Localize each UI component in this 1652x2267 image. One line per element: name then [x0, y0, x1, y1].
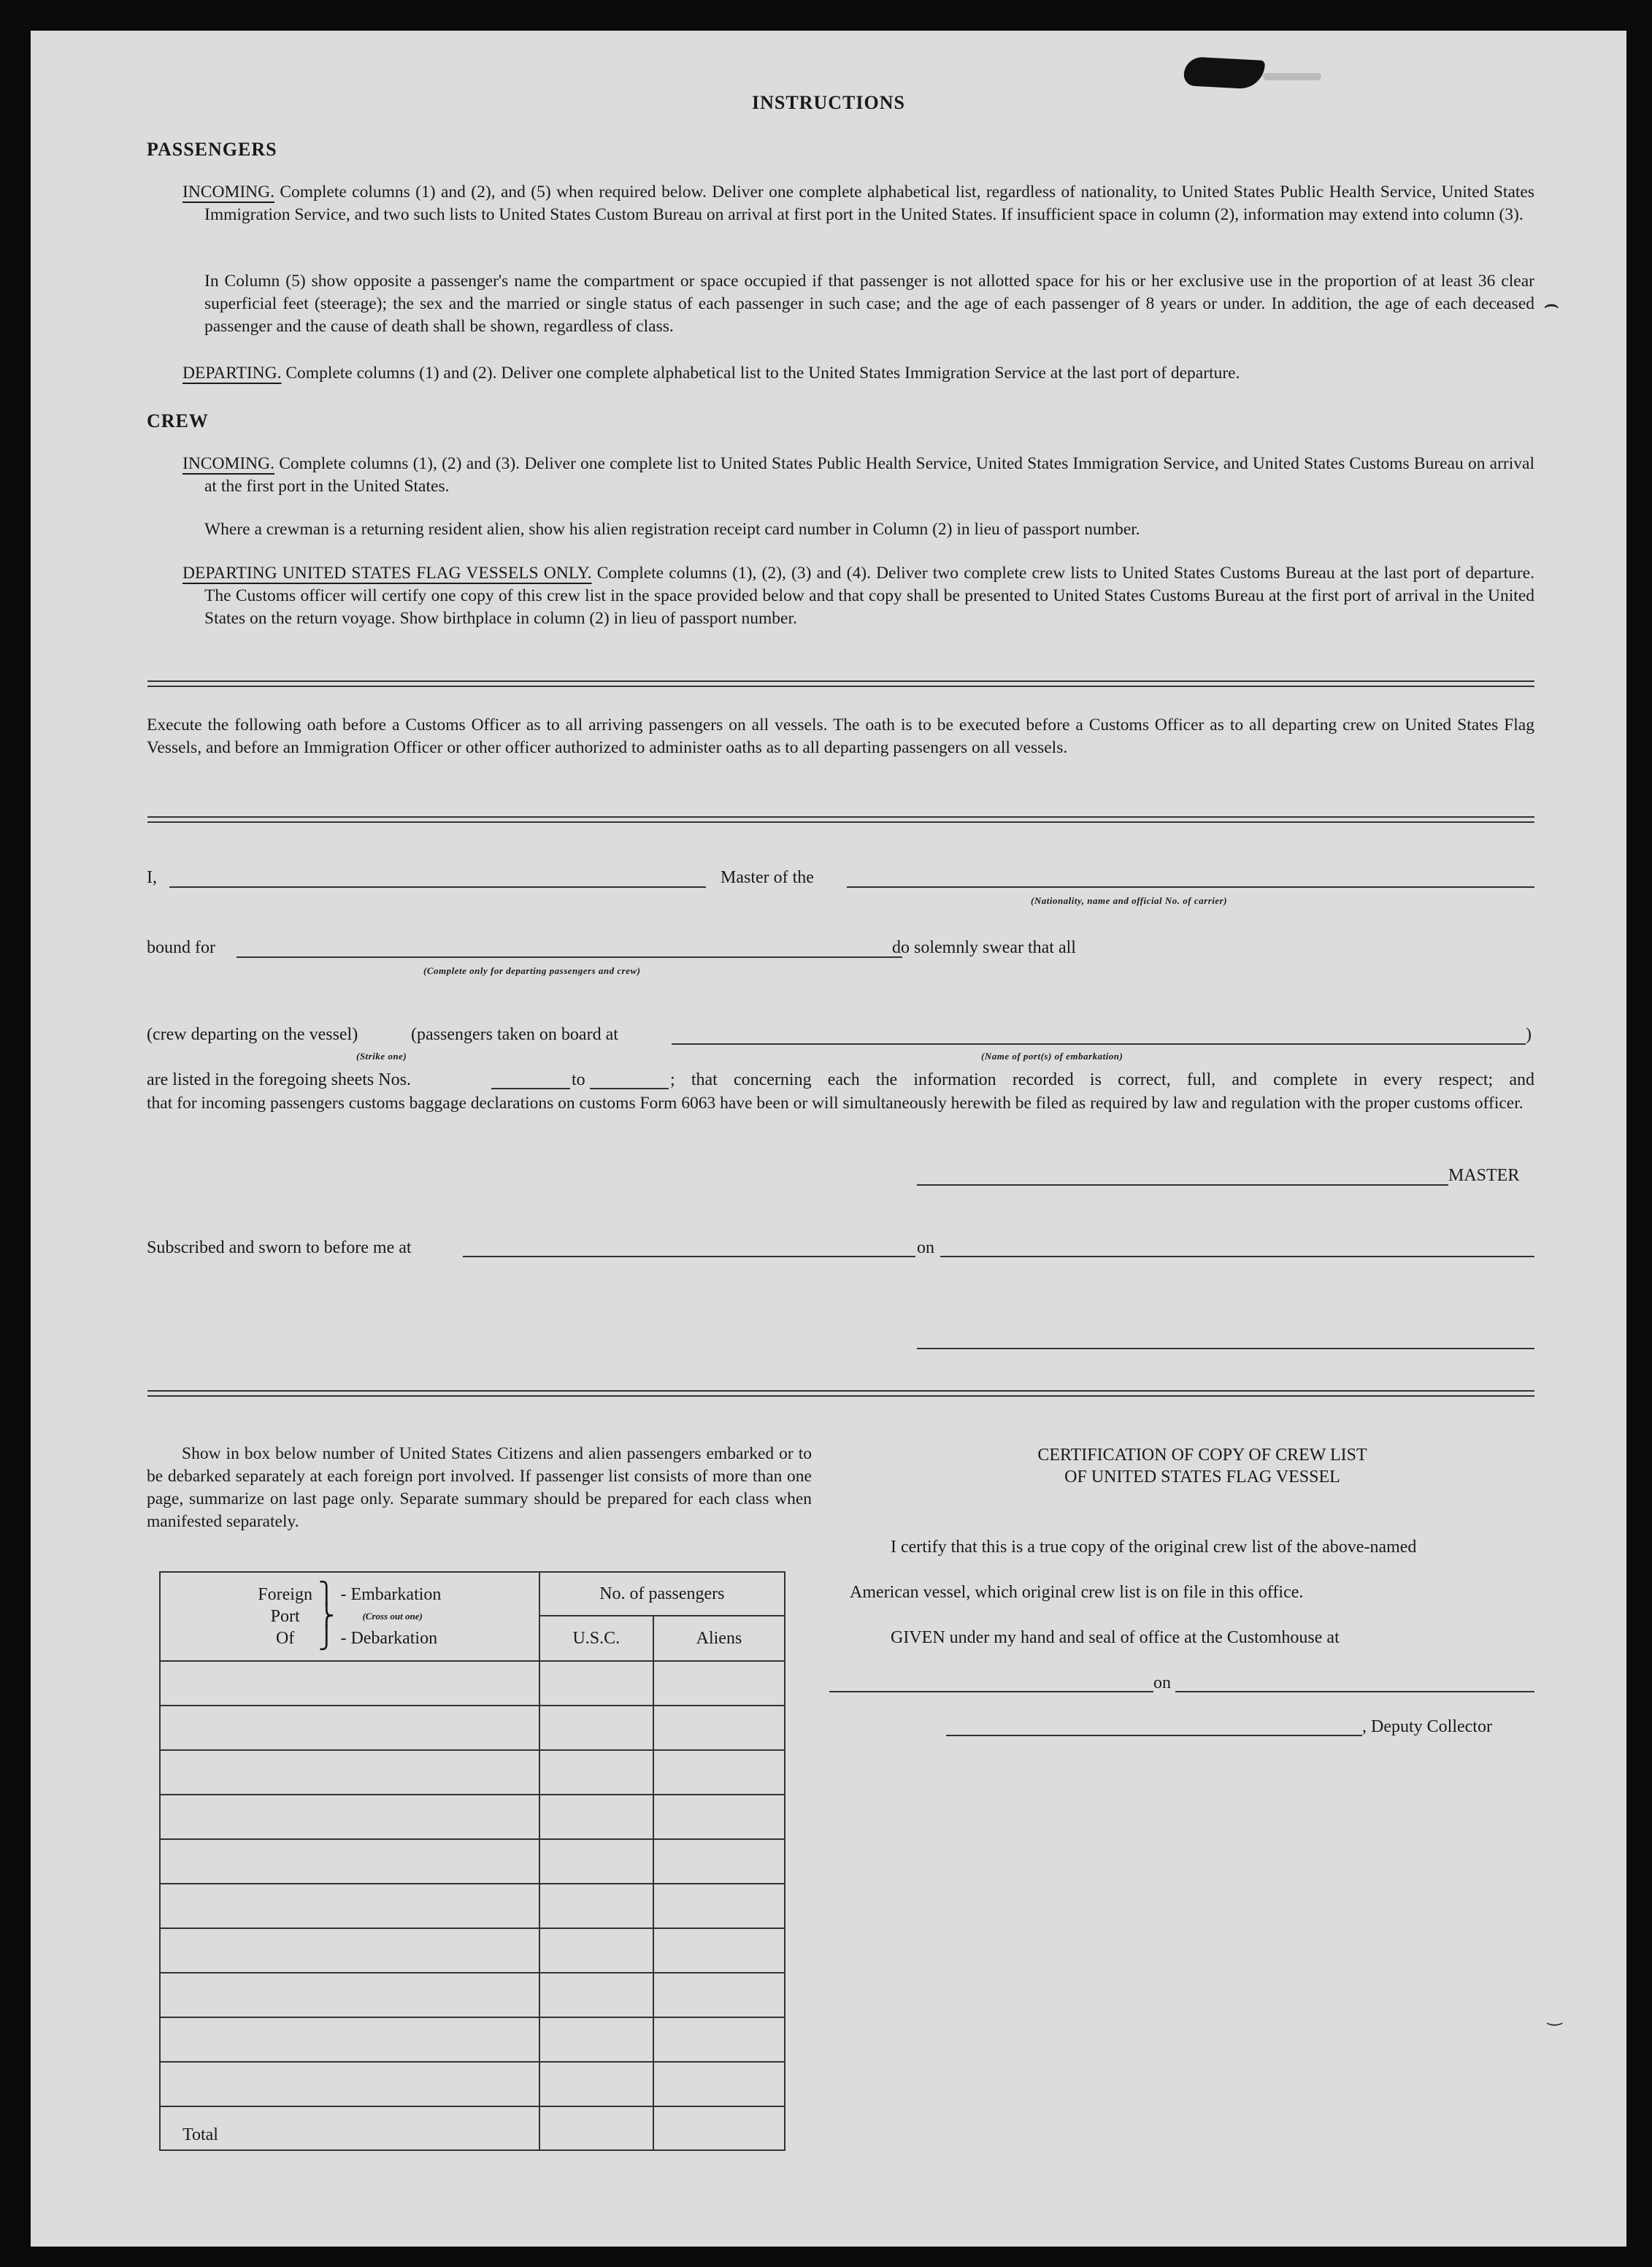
double-rule — [147, 1390, 1534, 1397]
margin-mark: ⌢ — [1543, 290, 1560, 319]
passengers-incoming-text: Complete columns (1) and (2), and (5) when required below. Deliver one complete alphabetical list, regardless of nationality, to United States Public Health Service, United States Immigration Service, and two such lists to United States Custom Bureau on arrival at first port in the United States. If insufficient space in column (2), information may extend into column (3). — [204, 183, 1534, 224]
aliens-cell[interactable] — [653, 1706, 785, 1750]
usc-cell[interactable] — [539, 1973, 653, 2017]
swear-text: do solemnly swear that all — [892, 938, 1076, 957]
passenger-summary-table — [159, 1571, 785, 2151]
table-row — [160, 1839, 785, 1884]
usc-header: U.S.C. — [539, 1616, 653, 1661]
aliens-header: Aliens — [653, 1616, 785, 1661]
crew-incoming-paragraph — [183, 453, 1534, 498]
crew-incoming-text: Complete columns (1), (2) and (3). Deliver one complete list to United States Public Health Service, United States Immigration Service, and United States Customs Bureau on arrival at the first port in the United States. — [204, 454, 1534, 496]
port-header — [160, 1572, 539, 1661]
certification-on-label: on — [1153, 1673, 1171, 1692]
certification-title-1: CERTIFICATION OF COPY OF CREW LIST — [1037, 1446, 1367, 1465]
crew-resident-paragraph: Where a crewman is a returning resident alien, show his alien registration receipt card number in Column (2) in lieu of passport number. — [204, 520, 1140, 539]
total-row — [160, 2106, 785, 2150]
port-cell[interactable] — [160, 1706, 539, 1750]
port-cell[interactable] — [160, 1661, 539, 1706]
passengers-departing-text: Complete columns (1) and (2). Deliver one complete alphabetical list to the United States Immigration Service at the last port of departure. — [281, 364, 1240, 383]
usc-cell[interactable] — [539, 2062, 653, 2106]
port-cell[interactable] — [160, 2062, 539, 2106]
passengers-incoming-paragraph — [183, 181, 1534, 226]
master-name-field[interactable] — [169, 886, 706, 888]
crew-departing-text: Complete columns (1), (2), (3) and (4). Deliver two complete crew lists to United States Customs Bureau at the last port of departure. The Customs officer will certify one copy of this crew list in the space provided below and that copy shall be presented to United States Customs Bureau at the first port of arrival in the United States on the return voyage. Show birthplace in column (2) in lieu of passport number. — [204, 564, 1534, 628]
table-row — [160, 1661, 785, 1706]
sheets-to-label: to — [572, 1070, 585, 1089]
port-cell[interactable] — [160, 1928, 539, 1973]
sheet-to-field[interactable] — [590, 1088, 669, 1089]
close-paren: ) — [1526, 1025, 1532, 1044]
subscribed-label: Subscribed and sworn to before me at — [147, 1238, 412, 1257]
usc-cell[interactable] — [539, 1706, 653, 1750]
page-title: INSTRUCTIONS — [752, 92, 905, 113]
port-cell[interactable] — [160, 1839, 539, 1884]
aliens-cell[interactable] — [653, 1661, 785, 1706]
crew-incoming-label: INCOMING. — [183, 454, 274, 473]
of-label: Of — [275, 1629, 295, 1648]
table-row — [160, 1706, 785, 1750]
crew-heading: CREW — [147, 410, 209, 431]
sworn-date-field[interactable] — [940, 1256, 1534, 1257]
officer-signature-field[interactable] — [917, 1348, 1534, 1349]
brace-icon: ⎫ ⎬ ⎭ — [318, 1582, 335, 1650]
port-cell[interactable] — [160, 1795, 539, 1839]
strike-one-caption: (Strike one) — [356, 1051, 407, 1062]
port-label: Port — [270, 1607, 300, 1626]
usc-cell[interactable] — [539, 1839, 653, 1884]
debarkation-label: - Debarkation — [340, 1629, 438, 1648]
aliens-cell[interactable] — [653, 1884, 785, 1928]
table-row — [160, 1884, 785, 1928]
aliens-cell[interactable] — [653, 1795, 785, 1839]
aliens-cell[interactable] — [653, 1839, 785, 1884]
port-cell[interactable] — [160, 2017, 539, 2062]
summary-instructions: Show in box below number of United States Citizens and alien passengers embarked or to be debarked separately at each foreign port involved. If passenger list consists of more than one page, summarize on last page only. Separate summary should be prepared for each class when manifested separately. — [147, 1444, 812, 1531]
bound-for-label: bound for — [147, 938, 215, 957]
aliens-total-cell[interactable] — [653, 2106, 785, 2150]
bound-for-field[interactable] — [237, 956, 902, 958]
deputy-signature-field[interactable] — [946, 1735, 1362, 1736]
table-row — [160, 1795, 785, 1839]
certify-text-2: American vessel, which original crew list is on file in this office. — [850, 1583, 1304, 1602]
passengers-departing-label: DEPARTING. — [183, 364, 282, 383]
passengers-taken-option: (passengers taken on board at — [411, 1025, 618, 1044]
foreign-label: Foreign — [258, 1585, 312, 1604]
port-cell[interactable] — [160, 1884, 539, 1928]
double-rule — [147, 816, 1534, 823]
port-cell[interactable] — [160, 1750, 539, 1795]
port-cell[interactable] — [160, 1973, 539, 2017]
master-label: MASTER — [1448, 1166, 1520, 1185]
usc-cell[interactable] — [539, 1661, 653, 1706]
usc-cell[interactable] — [539, 1884, 653, 1928]
no-passengers-header: No. of passengers — [539, 1572, 785, 1616]
aliens-cell[interactable] — [653, 1928, 785, 1973]
total-label: Total — [160, 2106, 539, 2150]
cross-out-caption: (Cross out one) — [362, 1611, 423, 1622]
sheets-label: are listed in the foregoing sheets Nos. — [147, 1070, 411, 1089]
usc-cell[interactable] — [539, 1928, 653, 1973]
embarkation-port-field[interactable] — [672, 1043, 1526, 1045]
master-of-the-label: Master of the — [721, 868, 814, 887]
carrier-caption: (Nationality, name and official No. of carrier) — [1031, 895, 1228, 906]
table-row — [160, 1973, 785, 2017]
crew-departing-label: DEPARTING UNITED STATES FLAG VESSELS ONLY. — [183, 564, 592, 583]
carrier-field[interactable] — [847, 886, 1534, 888]
table-row — [160, 1750, 785, 1795]
sheet-from-field[interactable] — [491, 1088, 570, 1089]
oath-i-label: I, — [147, 868, 157, 887]
aliens-cell[interactable] — [653, 1973, 785, 2017]
passengers-heading: PASSENGERS — [147, 139, 277, 160]
table-row — [160, 2017, 785, 2062]
sheets-continuation: ; that concerning each the information recorded is correct, full, and complete in every respect; and — [670, 1070, 1534, 1089]
passengers-departing-paragraph — [183, 362, 1534, 385]
aliens-cell[interactable] — [653, 2017, 785, 2062]
table-row — [160, 1928, 785, 1973]
crew-departing-paragraph — [183, 562, 1534, 630]
certification-title-2: OF UNITED STATES FLAG VESSEL — [1064, 1468, 1340, 1487]
table-row — [160, 2062, 785, 2106]
embarkation-caption: (Name of port(s) of embarkation) — [981, 1051, 1123, 1062]
usc-cell[interactable] — [539, 1750, 653, 1795]
certify-text-1: I certify that this is a true copy of the original crew list of the above-named — [891, 1538, 1417, 1557]
usc-total-cell[interactable] — [539, 2106, 653, 2150]
usc-cell[interactable] — [539, 2017, 653, 2062]
double-rule — [147, 680, 1534, 687]
certification-date-field[interactable] — [1175, 1691, 1534, 1692]
given-text: GIVEN under my hand and seal of office at the Customhouse at — [891, 1628, 1340, 1647]
deputy-collector-label: , Deputy Collector — [1362, 1717, 1492, 1736]
bound-for-caption: (Complete only for departing passengers and crew) — [423, 965, 641, 976]
aliens-cell[interactable] — [653, 2062, 785, 2106]
ink-smudge — [1183, 56, 1265, 90]
oath-instructions: Execute the following oath before a Customs Officer as to all arriving passengers on all vessels. The oath is to be executed before a Customs Officer as to all departing crew on United States Flag Vessels, and before an Immigration Officer or other officer authorized to administer oaths as to all departing passengers on all vessels. — [147, 716, 1534, 757]
margin-mark: ‿ — [1548, 2006, 1562, 2026]
form-page — [31, 31, 1626, 2247]
usc-cell[interactable] — [539, 1795, 653, 1839]
passengers-incoming-label: INCOMING. — [183, 183, 274, 202]
aliens-cell[interactable] — [653, 1750, 785, 1795]
on-label: on — [917, 1238, 934, 1257]
crew-departing-option: (crew departing on the vessel) — [147, 1025, 358, 1044]
sworn-place-field[interactable] — [463, 1256, 915, 1257]
oath-statement: that for incoming passengers customs baggage declarations on customs Form 6063 have been or will simultaneously herewith be filed as required by law and regulation with the proper customs officer. — [147, 1094, 1524, 1113]
paper-tear — [1263, 73, 1321, 80]
column5-paragraph: In Column (5) show opposite a passenger's name the compartment or space occupied if that passenger is not allotted space for his or her exclusive use in the proportion of at least 36 clear superficial feet (steerage); the sex and the married or single status of each passenger in such case; and the age of each passenger of 8 years or under. In addition, the age of each deceased passenger and the cause of death shall be shown, regardless of class. — [204, 272, 1534, 336]
embarkation-label: - Embarkation — [340, 1585, 442, 1604]
master-signature-field[interactable] — [917, 1184, 1448, 1186]
customhouse-field[interactable] — [829, 1691, 1153, 1692]
